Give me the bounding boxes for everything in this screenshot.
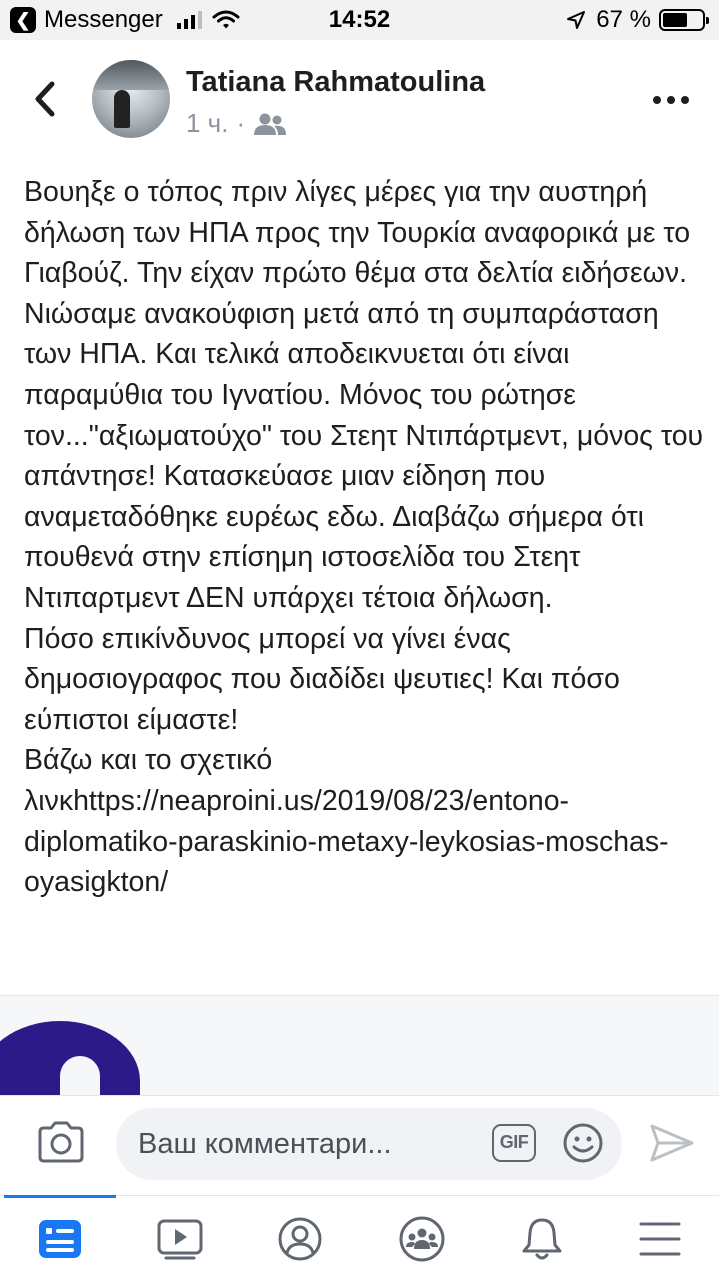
menu-icon	[638, 1220, 682, 1258]
status-bar-back[interactable]	[10, 6, 240, 34]
tab-watch[interactable]	[150, 1214, 210, 1264]
post-body	[24, 172, 704, 903]
tab-profile[interactable]	[270, 1214, 330, 1264]
comment-composer	[0, 1095, 719, 1196]
emoji-icon[interactable]	[562, 1122, 604, 1164]
tab-news-feed[interactable]	[30, 1214, 90, 1264]
link-preview[interactable]	[0, 995, 719, 1096]
active-tab-indicator	[4, 1195, 116, 1198]
back-to-app-icon: ❮	[10, 7, 36, 33]
send-icon[interactable]	[648, 1122, 696, 1164]
news-feed-icon	[37, 1218, 83, 1260]
meta-separator: ·	[236, 108, 246, 138]
bottom-tab-bar	[0, 1195, 719, 1281]
status-right	[566, 6, 705, 34]
back-chevron-icon[interactable]	[28, 78, 64, 120]
post-text: Βουηξε ο τόπος πριν λίγες μέρες για την αυστηρή δήλωση των ΗΠΑ προς την Τουρκία αναφορικά με το Γιαβούζ. Την είχαν πρώτο θέμα στα δελτία ειδήσεων. Νιώσαμε ανακούφιση μετά από τη συμπαράσταση των ΗΠΑ. Και τελικά αποδεικνυεται ότι είναι παραμύθια του Ιγνατίου. Μόνος του ρώτησε τον..."αξιωματούχο" του Στεητ Ντιπάρτμεντ, μόνος του απάντησε! Κατασκεύασε μιαν είδηση που αναμεταδόθηκε ευρέως εδω. Διαβάζω σήμερα ότι πουθενά στην επίσημη ιστοσελίδα του Στεητ Ντιπαρτμεντ ΔΕΝ υπάρχει τέτοια δήλωση. Πόσο επικίνδυνος μπορεί να γίνει ένας δημοσιογραφος που διαδίδει ψευτιες! Και πόσο εύπιστοι είμαστε! Βάζω και το σχετικό λινκhttps://neaproini.us/2019/08/23/entono-diplomatiko-paraskinio-metaxy-leykosias-moschas-oyasigkton/	[24, 176, 704, 899]
author-name[interactable]: Tatiana Rahmatoulina	[186, 66, 486, 98]
camera-icon[interactable]	[36, 1120, 86, 1164]
signal-icon	[177, 11, 202, 29]
tab-notifications[interactable]	[512, 1214, 572, 1264]
battery-percent: 67 %	[596, 6, 651, 33]
more-dots-icon[interactable]	[653, 94, 689, 106]
tab-groups[interactable]	[392, 1214, 452, 1264]
post-meta	[186, 108, 287, 139]
tab-menu[interactable]	[630, 1214, 690, 1264]
status-time: 14:52	[328, 6, 391, 33]
back-app-label: Messenger	[44, 6, 163, 33]
groups-icon	[398, 1215, 446, 1263]
bell-icon	[520, 1215, 564, 1263]
comment-input[interactable]	[138, 1108, 468, 1180]
location-arrow-icon	[566, 10, 586, 30]
post-header	[0, 40, 719, 150]
post-time[interactable]: 1 ч.	[186, 108, 229, 138]
friends-icon	[253, 112, 287, 136]
video-icon	[156, 1218, 204, 1260]
profile-icon	[277, 1216, 323, 1262]
battery-icon	[659, 9, 705, 31]
gif-button[interactable]: GIF	[492, 1124, 536, 1162]
wifi-icon	[212, 10, 240, 30]
author-avatar[interactable]	[92, 60, 170, 138]
comment-box	[116, 1108, 622, 1180]
status-bar	[0, 0, 719, 40]
